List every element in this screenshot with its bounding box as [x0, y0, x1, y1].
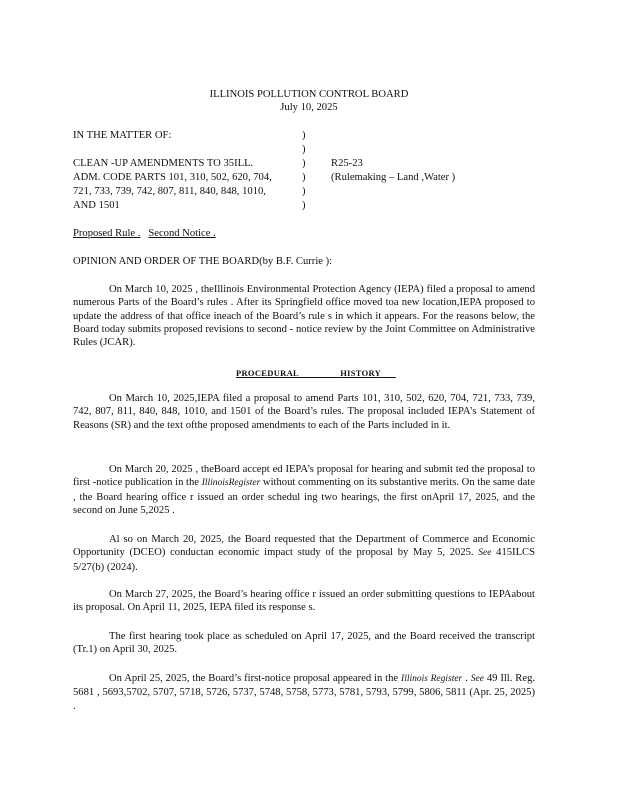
intro-text: On March 10, 2025 , theIllinois Environmental Protection Agency (IEPA) filed a proposal to amend numerous Parts of the Board’s rules . After its Springfield office moved toa new location,IEPA proposed to update the address of that office ineach of the Board’s rule s in which it appears. For the reasons below, the Board today submits proposed revisions to second - notice review by the Joint Committee on Administrative Rules (JCAR). [73, 284, 535, 349]
subtitle [73, 227, 216, 240]
see-italic: See [470, 674, 484, 684]
history-paragraph-1 [73, 392, 535, 432]
paragraph-text: On April 25, 2025, the Board’s first-notice proposal appeared in the Illinois Register . See 49 Ill. Reg. 5681 , 5693,5702, 5707, 5718, 5726, 5737, 5748, 5758, 5773, 5781, 5793, 5799, 5806, 5811 (Apr. 25, 2025) . [73, 673, 536, 712]
history-paragraph-2 [73, 463, 535, 517]
caption-paren: ) [302, 186, 306, 197]
paragraph-text: On March 27, 2025, the Board’s hearing office r issued an order submitting questions to IEPAabout its proposal. On April 11, 2025, IEPA filed its response s. [73, 589, 535, 614]
paragraph-text: On March 10, 2025,IEPA filed a proposal to amend Parts 101, 310, 502, 620, 704, 721, 733, 739, 742, 807, 811, 840, 848, 1010, and 1501 of the Board’s rules. The proposal included IEPA’s Statement of Reasons (SR) and the text ofthe proposed amendments to each of the Parts included in it. [73, 393, 535, 431]
caption-matter: IN THE MATTER OF: [73, 130, 172, 141]
section-heading-history: HISTORY [340, 368, 382, 378]
paragraph-text: The first hearing took place as scheduled on April 17, 2025, and the Board received the transcript (Tr.1) on April 30, 2025. [73, 631, 535, 656]
caption-line-3: 721, 733, 739, 742, 807, 811, 840, 848, 1010, [73, 186, 266, 197]
caption-line-1: CLEAN -UP AMENDMENTS TO 35ILL. [73, 158, 254, 169]
order-date: July 10, 2025 [280, 102, 338, 113]
history-paragraph-4 [73, 588, 535, 615]
illinois-register-italic: IllinoisRegister [201, 478, 261, 489]
paragraph-text: Al so on March 20, 2025, the Board requested that the Department of Commerce and Economic Opportunity (DCEO) conductan economic impact study of the proposal by May 5, 2025. See 415ILCS 5/27(b) (2024). [73, 534, 535, 573]
history-paragraph-5 [73, 630, 535, 657]
caption-paren: ) [302, 200, 306, 211]
section-heading-procedural: PROCEDURAL [236, 368, 299, 378]
paragraph-text: On March 20, 2025 , theBoard accept ed IEPA’s proposal for hearing and submit ted the proposal to first -notice publication in the IllinoisRegister without commenting on its substantive merits. On the same date , the Board hearing office r issued an order schedul ing two hearings, the first onApril 17, 2025, and the second on June 5,2025 . [73, 464, 535, 516]
caption-line-2: ADM. CODE PARTS 101, 310, 502, 620, 704, [73, 172, 272, 183]
docket-number: R25-23 [331, 158, 363, 169]
caption-paren: ) [302, 158, 306, 169]
caption-paren: ) [302, 144, 306, 155]
opinion-line: OPINION AND ORDER OF THE BOARD(by B.F. Currie ): [73, 256, 333, 267]
docket-type: (Rulemaking – Land ,Water ) [331, 172, 456, 183]
history-paragraph-3 [73, 533, 535, 574]
intro-paragraph [73, 283, 535, 349]
subtitle-second-notice: Second Notice . [148, 228, 216, 239]
history-paragraph-6 [73, 672, 535, 713]
caption-paren: ) [302, 172, 306, 183]
caption-paren: ) [302, 130, 306, 141]
board-title: ILLINOIS POLLUTION CONTROL BOARD [209, 89, 409, 100]
caption-line-4: AND 1501 [73, 200, 120, 211]
see-italic: See [478, 548, 492, 559]
illinois-register-italic: Illinois Register [401, 674, 463, 684]
section-heading [236, 367, 396, 380]
subtitle-proposed-rule: Proposed Rule . [73, 228, 141, 239]
